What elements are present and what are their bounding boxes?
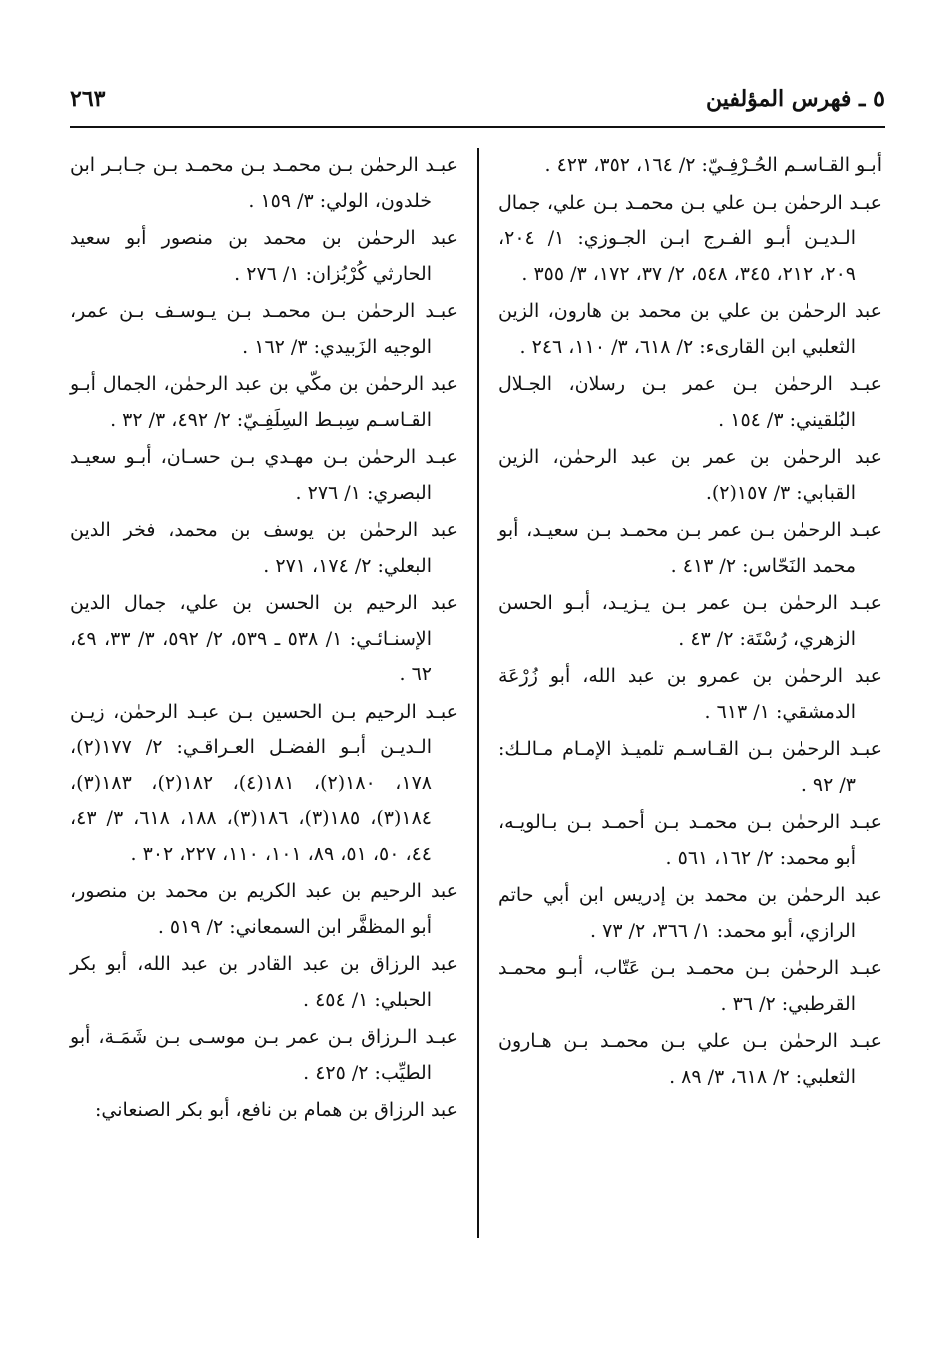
index-entry: عبـد الـرزاق بـن عمر بـن موسـى بـن شَمَـة، أبو الطيِّب: ٢/ ٤٢٥ .: [70, 1026, 458, 1084]
index-entry: عبد الرحمٰن بن مكّي بن عبد الرحمٰن، الجمال أبـو القـاسـم سِبـط السِلَفِـيّ: ٢/ ٤٩٢، ٣/ ٣٢ .: [70, 373, 458, 431]
index-entry: عبد الرحمٰن بن يوسف بن محمد، فخر الدين البعلي: ٢/ ١٧٤، ٢٧١ .: [70, 519, 458, 577]
index-entry: عبد الرحمٰن بن محمد بن إدريس ابن أبي حاتم الرازي، أبو محمد: ١/ ٣٦٦، ٢/ ٧٣ .: [498, 884, 882, 942]
index-entry: أبـو القـاسـم الحُـرْفِـيّ: ٢/ ١٦٤، ٣٥٢، ٤٢٣ .: [544, 154, 882, 176]
index-entry: عبد الرحمٰن بن عمرو بن عبد الله، أبو زُرْعَة الدمشقي: ١/ ٦١٣ .: [498, 665, 882, 723]
index-entry: عبد الرحيم بن عبد الكريم بن محمد بن منصور، أبو المظفَّر ابن السمعاني: ٢/ ٥١٩ .: [70, 880, 458, 938]
index-entry: عبـد الرحمٰن بـن مهـدي بـن حسـان، أبـو سعيـد البصري: ١/ ٢٧٦ .: [70, 446, 458, 504]
page-number: ٢٦٣: [70, 86, 106, 112]
page-header: [70, 86, 885, 122]
index-entry: عبـد الرحمٰن بـن عمر بـن محمـد بـن سعيـد، أبو محمد النَحّاس: ٢/ ٤١٣ .: [498, 519, 882, 577]
index-entry: عبـد الرحمٰن بـن عمر بـن رسلان، الجـلال البُلقيني: ٣/ ١٥٤ .: [498, 373, 882, 431]
index-entry: عبـد الرحيم بـن الحسين بـن عبـد الرحمٰن، زيـن الـديـن أبـو الفضـل العـراقـي: ٢/ ١٧٧(٢)، ١٧٨، ١٨٠(٢)، ١٨١(٤)، ١٨٢(٢)، ١٨٣(٣)، ١٨٤(٣)، ١٨٥(٣)، ١٨٦(٣)، ١٨٨، ٦١٨، ٣/ ٤٣، ٤٤، ٥٠، ٥١، ٨٩، ١٠١، ١١٠، ٢٢٧، ٣٠٢ .: [70, 700, 458, 865]
index-entry: عبـد الرحمٰن بـن القـاسـم تلميـذ الإمـام مـالـك: ٣/ ٩٢ .: [498, 738, 882, 796]
index-entry: عبد الرزاق بن همام بن نافع، أبو بكر الصنعاني:: [95, 1099, 458, 1121]
index-entry: عبـد الرحمٰن بـن محمـد بـن محمـد بـن جـابـر ابن خلدون، الولي: ٣/ ١٥٩ .: [70, 154, 458, 212]
header-divider: [70, 126, 885, 128]
index-entry: عبـد الرحمٰن بـن محمـد بـن يـوسـف بـن عمر، الوجيه الزَبيدي: ٣/ ١٦٢ .: [70, 300, 458, 358]
index-entry: عبد الرحمٰن بن محمد بن منصور أبو سعيد الحارثي كُرْبُزان: ١/ ٢٧٦ .: [70, 227, 458, 285]
index-entry: عبـد الرحمٰن بـن عمر بـن يـزيـد، أبـو الحسن الزهري، رُسْتَة: ٢/ ٤٣ .: [498, 592, 882, 650]
index-entry: عبـد الرحمٰن بـن محمـد بـن أحمـد بـن بـالويـه، أبو محمد: ٢/ ١٦٢، ٥٦١ .: [498, 811, 882, 869]
index-entry: عبـد الرحمٰن بـن محمـد بـن عَتّاب، أبـو محمـد القرطبي: ٢/ ٣٦ .: [498, 957, 882, 1015]
index-entry: عبد الرحيم بن الحسن بن علي، جمال الدين الإسنـائـي: ١/ ٥٣٨ ـ ٥٣٩، ٢/ ٥٩٢، ٣/ ٣٣، ٤٩، ٦٢ .: [70, 592, 458, 685]
column-divider: [477, 148, 479, 1238]
index-entry: عبـد الرحمٰن بـن علي بـن محمـد بـن هـارون الثعلبي: ٢/ ٦١٨، ٣/ ٨٩ .: [498, 1030, 882, 1088]
index-column-right: [498, 148, 882, 1097]
index-entry: عبـد الرحمٰن بـن علي بـن محمـد بـن علي، جمال الـديـن أبـو الفـرج ابـن الجـوزي: ١/ ٢٠٤، ٢٠٩، ٢١٢، ٣٤٥، ٥٤٨، ٢/ ٣٧، ١٧٢، ٣/ ٣٥٥ .: [498, 191, 882, 285]
index-entry: عبد الرزاق بن عبد القادر بن عبد الله، أبو بكر الحبلي: ١/ ٤٥٤ .: [70, 953, 458, 1011]
index-entry: عبد الرحمٰن بن علي بن محمد بن هارون، الزين الثعلبي ابن القارىء: ٢/ ٦١٨، ٣/ ١١٠، ٢٤٦ .: [498, 300, 882, 358]
section-title: ٥ ـ فهرس المؤلفين: [705, 86, 885, 112]
index-column-left: [70, 148, 458, 1131]
index-entry: عبد الرحمٰن بن عمر بن عبد الرحمٰن، الزين القبابي: ٣/ ١٥٧(٢).: [498, 446, 882, 504]
